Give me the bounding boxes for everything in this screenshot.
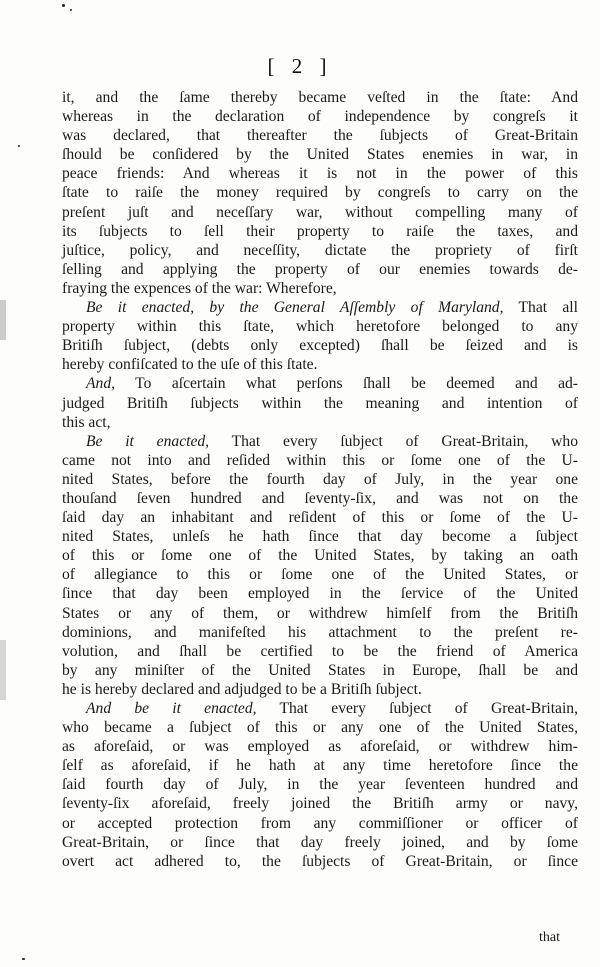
text-line: he is hereby declared and adjudged to be a Britiſh ſubject. [62,680,422,698]
text-line: fraying the expences of the war: Wherefore, [62,279,337,297]
text-line: it, and the ſame thereby became veſted in the ſtate: And [62,89,578,106]
text-line [62,298,578,317]
line-text: That all [503,299,578,317]
text-line: Britiſh ſubject, (debts only excepted) ſhall be ſeized and is [62,337,578,355]
text-line: of allegiance to this or ſome one of the United States, or [62,566,578,584]
text-line: ſaid fourth day of July, in the year ſeventeen hundred and [62,776,578,794]
text-line: nited States, before the fourth day of July, in the year one [62,470,578,488]
text-line: nited States, unleſs he hath ſince that day become a ſubject [62,528,578,546]
page-number: [ 2 ] [267,54,333,78]
text-line: was declared, that thereafter the ſubjects of Great-Britain [62,127,578,145]
italic-enacting-clause: Be it enacted, [86,432,210,450]
text-line: ſaid day an inhabitant and reſident of this or ſome of the U- [62,509,578,527]
text-line: judged Britiſh ſubjects within the meaning and intention of [62,394,578,412]
text-line: property within this ſtate, which heretofore belonged to any [62,318,578,336]
italic-enacting-clause: And, [86,375,116,393]
text-line: of this or ſome one of the United States, by taking an oath [62,547,578,565]
text-line: ſhould be conſidered by the United States enemies in war, in [62,146,578,164]
text-line: by any miniſter of the United States in Europe, ſhall be and [62,661,578,679]
page-edge-mark [0,640,6,700]
text-line: came not into and reſided within this or ſome one of the U- [62,451,578,469]
text-line [62,432,578,451]
text-line: ſelling and applying the property of our enemies towards de- [62,260,578,278]
text-line: ſince that day been employed in the ſervice of the United [62,585,578,603]
text-line: ſeventy-ſix aforeſaid, freely joined the Britiſh army or navy, [62,795,578,813]
text-line: whereas in the declaration of independence by congreſs it [62,108,578,126]
text-line: peace friends: And whereas it is not in the power of this [62,165,578,183]
text-line: juſtice, policy, and neceſſity, dictate the propriety of firſt [62,241,578,259]
text-line: ſtate to raiſe the money required by congreſs to carry on the [62,184,578,202]
italic-enacting-clause: Be it enacted, by the General Aſſembly of Maryland, [86,299,504,317]
text-line [62,374,578,393]
text-line: thouſand ſeven hundred and ſeventy-ſix, and was not on the [62,489,578,507]
italic-enacting-clause: And be it enacted, [86,700,257,717]
line-text: That every ſubject of Great-Britain, who [209,432,579,450]
ink-speck [70,9,72,11]
text-line: this act, [62,413,111,431]
text-line: volution, and ſhall be certified to be the friend of America [62,642,578,660]
line-text: That every ſubject of Great-Britain, [256,700,578,717]
ink-speck [62,4,65,7]
text-line: ſelf as aforeſaid, if he hath at any time heretofore ſince the [62,757,578,775]
text-line: States or any of them, or withdrew himſelf from the Britiſh [62,604,578,622]
page-edge-mark [0,300,6,340]
text-line: as aforeſaid, or was employed as aforeſaid, or withdrew him- [62,738,578,756]
text-line: its ſubjects to ſell their property to raiſe the taxes, and [62,222,578,240]
text-line: Great-Britain, or ſince that day freely joined, and by ſome [62,833,578,851]
line-text: To aſcertain what perſons ſhall be deemed and ad- [115,375,578,393]
text-line: hereby confiſcated to the uſe of this ſtate. [62,356,318,374]
ink-speck [22,958,25,960]
text-line: preſent juſt and neceſſary war, without compelling many of [62,203,578,221]
text-line: or accepted protection from any commiſſioner or officer of [62,814,578,832]
text-line: overt act adhered to, the ſubjects of Great-Britain, or ſince [62,852,578,870]
ink-speck [18,145,20,147]
body-text [62,88,578,871]
text-line: dominions, and manifeſted his attachment to the preſent re- [62,623,578,641]
catchword: that [539,930,560,945]
text-line [62,699,578,718]
text-line: who became a ſubject of this or any one of the United States, [62,719,578,737]
